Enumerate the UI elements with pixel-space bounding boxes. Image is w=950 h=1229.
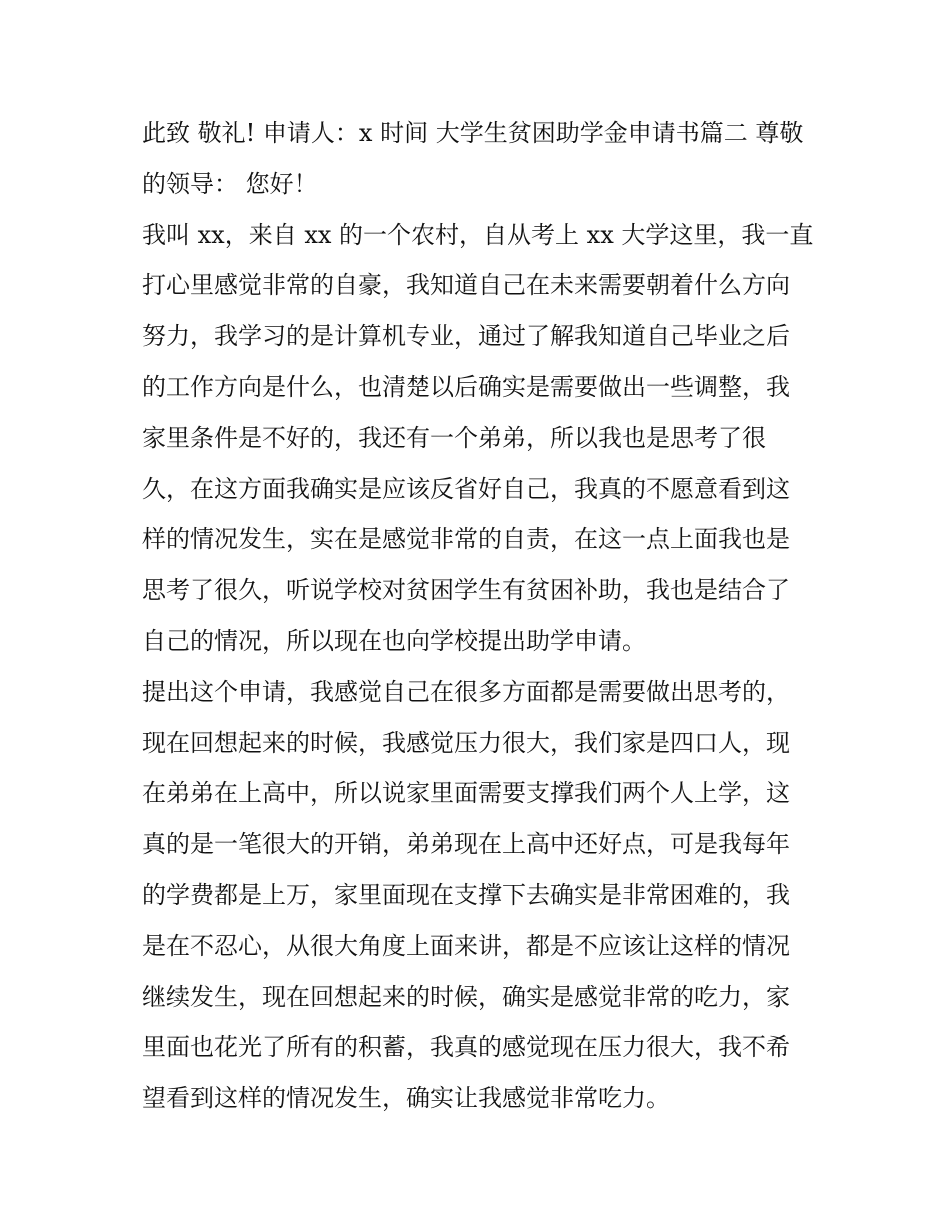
text-line-6: 的工作方向是什么，也清楚以后确实是需要做出一些调整，我 [142, 372, 790, 401]
document-body [142, 108, 822, 1124]
text-line-19: 里面也花光了所有的积蓄，我真的感觉现在压力很大，我不希 [142, 1033, 790, 1062]
text-line-1: 此致 敬礼! 申请人：x 时间 大学生贫困助学金申请书篇二 尊敬 [142, 119, 804, 147]
text-line-18: 继续发生，现在回想起来的时候，确实是感觉非常的吃力，家 [142, 982, 790, 1011]
text-line-5: 努力，我学习的是计算机专业，通过了解我知道自己毕业之后 [142, 322, 790, 351]
text-line-10: 思考了很久，听说学校对贫困学生有贫困补助，我也是结合了 [142, 576, 790, 605]
text-line-16: 的学费都是上万，家里面现在支撑下去确实是非常困难的，我 [142, 880, 790, 909]
text-line-13: 现在回想起来的时候，我感觉压力很大，我们家是四口人，现 [142, 728, 790, 757]
text-line-12: 提出这个申请，我感觉自己在很多方面都是需要做出思考的， [142, 677, 790, 706]
text-line-14: 在弟弟在上高中，所以说家里面需要支撑我们两个人上学，这 [142, 779, 790, 808]
text-line-4: 打心里感觉非常的自豪，我知道自己在未来需要朝着什么方向 [142, 271, 790, 300]
text-line-15: 真的是一笔很大的开销，弟弟现在上高中还好点，可是我每年 [142, 830, 790, 859]
text-line-2: 的领导： 您好！ [142, 169, 318, 198]
text-line-20: 望看到这样的情况发生，确实让我感觉非常吃力。 [142, 1084, 670, 1113]
text-line-17: 是在不忍心，从很大角度上面来讲，都是不应该让这样的情况 [142, 931, 790, 960]
text-line-3: 我叫 xx，来自 xx 的一个农村，自从考上 xx 大学这里，我一直 [142, 220, 814, 249]
text-line-9: 样的情况发生，实在是感觉非常的自责，在这一点上面我也是 [142, 525, 790, 554]
text-line-7: 家里条件是不好的，我还有一个弟弟，所以我也是思考了很 [142, 423, 766, 452]
text-line-8: 久，在这方面我确实是应该反省好自己，我真的不愿意看到这 [142, 474, 790, 503]
text-line-11: 自己的情况，所以现在也向学校提出助学申请。 [142, 626, 646, 655]
